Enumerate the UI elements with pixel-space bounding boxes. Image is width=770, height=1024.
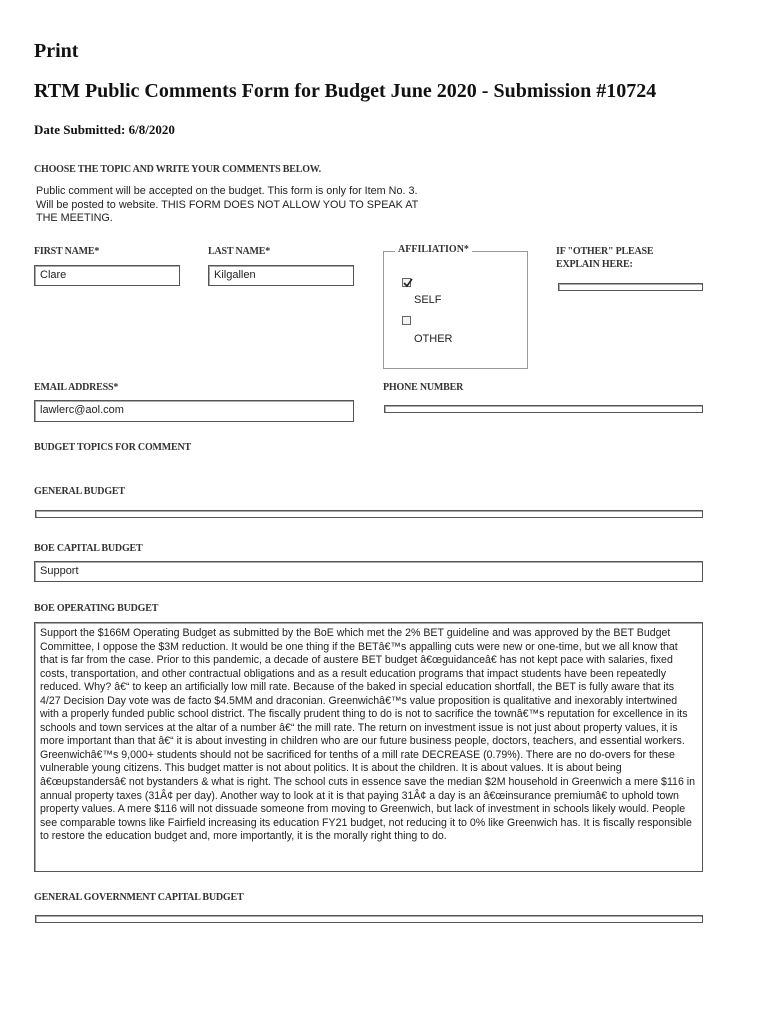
affiliation-label: AFFILIATION* <box>395 244 472 255</box>
self-option-label: SELF <box>414 294 442 306</box>
other-checkbox[interactable] <box>402 316 411 325</box>
boe-capital-label: BOE CAPITAL BUDGET <box>34 543 143 554</box>
boe-operating-textarea[interactable]: Support the $166M Operating Budget as submitted by the BoE which met the 2% BET guideline and was approved by the BET Budget Committee, I oppose the $3M reduction. It would be one thing if the BETâ€™s appalling cuts were new or one-time, but we all know that that is far from the case. Prior to this pandemic, a decade of austere BET budget â€œguidanceâ€ has not kept pace with salaries, fixed costs, transportation, and other contractual obligations and as a result education programs that impact students have been repeatedly reduced. Why? â€“ to keep an artificially low mill rate. Because of the baked in special education shortfall, the BET is fully aware that its 4/27 Decision Day vote was de facto $4.5MM and draconian. Greenwichâ€™s value proposition is qualitative and inexorably intertwined with a properly funded public school district. The fiscally prudent thing to do is not to sacrifice the townâ€™s reputation for excellence in its schools and town services at the altar of a number â€“ the mill rate. The return on investment issue is not just about property values, it is more important than that â€“ it is about investing in children who are our future business people, doctors, teachers, and essential workers. Greenwichâ€™s 9,000+ students should not be sacrificed for tenths of a mill rate DECREASE (0.79%). There are no do-overs for these vulnerable young citizens. This budget matter is not about politics. It is about the children. It is about values. It is about being â€œupstandersâ€ not bystanders & what is right. The school cuts in essence save the median $2M household in Greenwich a mere $116 in annual property taxes (31Â¢ per day). Another way to look at it is that paying 31Â¢ a day is an â€œinsurance premiumâ€ to uphold town property values. A mere $116 will not dissuade someone from moving to Greenwich, but lack of investment in schools likely would. People see comparable towns like Fairfield increasing its education FY21 budget, not reducing it to 0% like Greenwich has. It is fiscally responsible to restore the education budget and, more importantly, it is the morally right thing to do. <box>34 622 703 872</box>
email-field[interactable]: lawlerc@aol.com <box>34 400 354 422</box>
date-submitted-label: Date Submitted: <box>34 122 126 137</box>
first-name-field[interactable]: Clare <box>34 265 180 286</box>
intro-text: Public comment will be accepted on the budget. This form is only for Item No. 3. Will be posted to website. THIS FORM DOES NOT ALLOW YOU TO SPEAK AT THE MEETING. <box>36 185 419 224</box>
date-submitted-value: 6/8/2020 <box>128 122 175 137</box>
date-submitted <box>34 122 175 138</box>
other-explain-field[interactable] <box>558 283 703 291</box>
general-budget-label: GENERAL BUDGET <box>34 486 125 497</box>
boe-operating-label: BOE OPERATING BUDGET <box>34 603 159 614</box>
general-gov-capital-label: GENERAL GOVERNMENT CAPITAL BUDGET <box>34 892 244 903</box>
intro-heading: CHOOSE THE TOPIC AND WRITE YOUR COMMENTS BELOW. <box>34 164 321 175</box>
checkmark-icon <box>402 277 414 289</box>
first-name-label: FIRST NAME* <box>34 246 100 257</box>
last-name-label: LAST NAME* <box>208 246 270 257</box>
other-option-label: OTHER <box>414 333 453 345</box>
other-explain-label-line2: EXPLAIN HERE: <box>556 259 633 270</box>
print-link[interactable]: Print <box>34 40 79 62</box>
budget-topics-heading: BUDGET TOPICS FOR COMMENT <box>34 442 191 453</box>
general-gov-capital-field[interactable] <box>35 915 703 923</box>
last-name-field[interactable]: Kilgallen <box>208 265 354 286</box>
email-label: EMAIL ADDRESS* <box>34 382 119 393</box>
phone-label: PHONE NUMBER <box>383 382 464 393</box>
other-explain-label-line1: IF "OTHER" PLEASE <box>556 246 654 257</box>
affiliation-group <box>383 251 528 369</box>
self-checkbox[interactable] <box>402 278 411 287</box>
general-budget-field[interactable] <box>35 510 703 518</box>
phone-field[interactable] <box>384 405 703 413</box>
page-title: RTM Public Comments Form for Budget June 2020 - Submission #10724 <box>34 80 657 102</box>
boe-capital-field[interactable]: Support <box>34 561 703 582</box>
